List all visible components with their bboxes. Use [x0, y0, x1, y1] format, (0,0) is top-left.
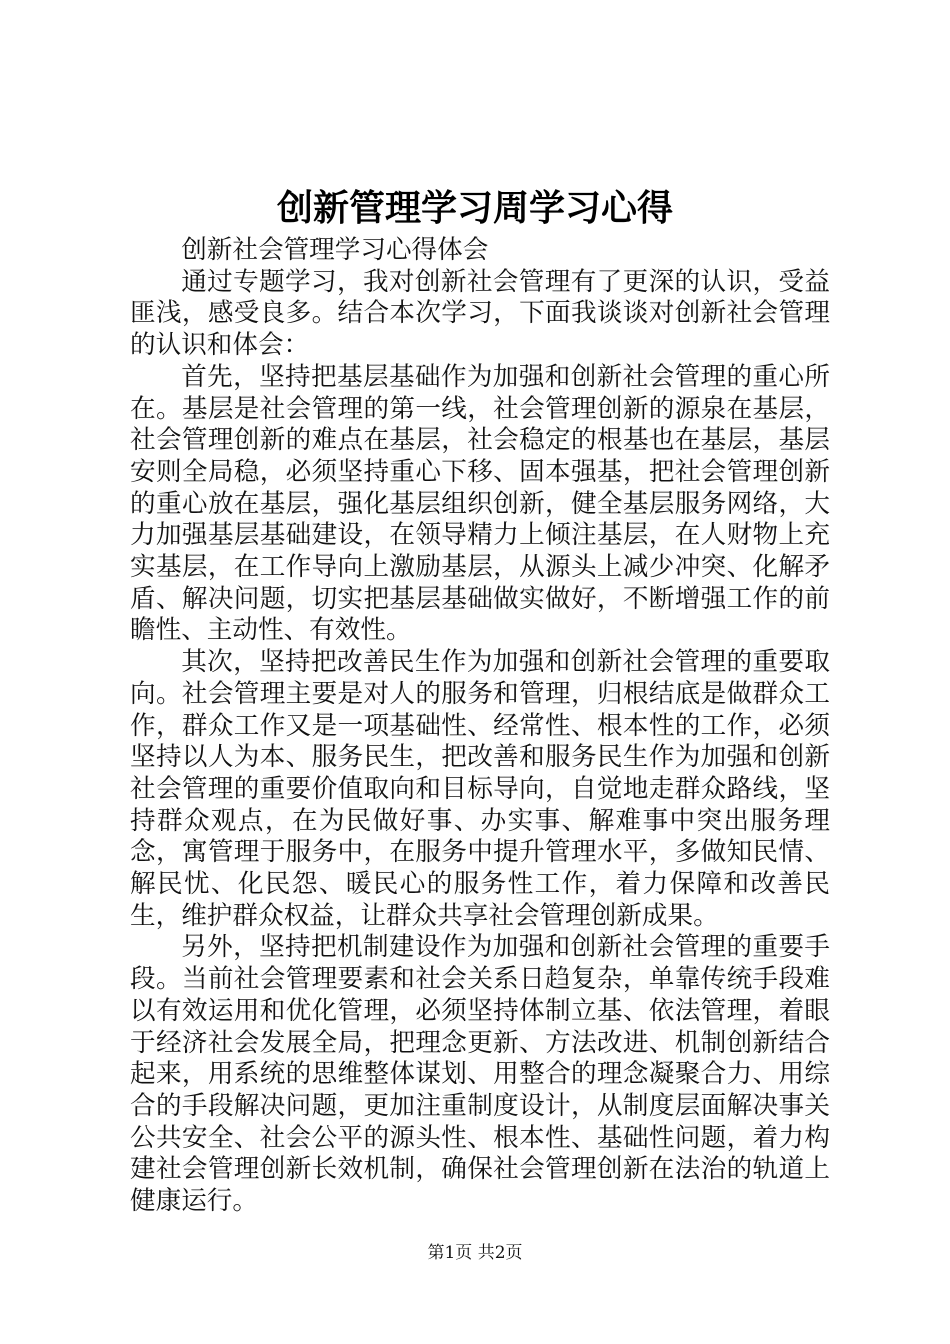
page-indicator: 第1页 共2页: [427, 1243, 523, 1263]
document-body: [130, 235, 830, 1218]
document-title: 创新管理学习周学习心得: [276, 187, 673, 229]
paragraph-second: 其次，坚持把改善民生作为加强和创新社会管理的重要取向。社会管理主要是对人的服务和管理，归根结底是做群众工作，群众工作又是一项基础性、经常性、根本性的工作，必须坚持以人为本、服务民生，把改善和服务民生作为加强和创新社会管理的重要价值取向和目标导向，自觉地走群众路线，坚持群众观点，在为民做好事、办实事、解难事中突出服务理念，寓管理于服务中，在服务中提升管理水平，多做知民情、解民忧、化民怨、暖民心的服务性工作，着力保障和改善民生，维护群众权益，让群众共享社会管理创新成果。: [130, 647, 830, 931]
document-subtitle: 创新社会管理学习心得体会: [181, 235, 489, 265]
paragraph-first: 首先，坚持把基层基础作为加强和创新社会管理的重心所在。基层是社会管理的第一线，社会管理创新的源泉在基层，社会管理创新的难点在基层，社会稳定的根基也在基层，基层安则全局稳，必须坚持重心下移、固本强基，把社会管理创新的重心放在基层，强化基层组织创新，健全基层服务网络，大力加强基层基础建设，在领导精力上倾注基层，在人财物上充实基层，在工作导向上激励基层，从源头上减少冲突、化解矛盾、解决问题，切实把基层基础做实做好，不断增强工作的前瞻性、主动性、有效性。: [130, 361, 830, 646]
paragraph-intro: 通过专题学习，我对创新社会管理有了更深的认识，受益匪浅，感受良多。结合本次学习，下面我谈谈对创新社会管理的认识和体会：: [130, 266, 830, 361]
paragraph-third: 另外，坚持把机制建设作为加强和创新社会管理的重要手段。当前社会管理要素和社会关系日趋复杂，单靠传统手段难以有效运用和优化管理，必须坚持体制立基、依法管理，着眼于经济社会发展全局，把理念更新、方法改进、机制创新结合起来，用系统的思维整体谋划、用整合的理念凝聚合力、用综合的手段解决问题，更加注重制度设计，从制度层面解决事关公共安全、社会公平的源头性、根本性、基础性问题，着力构建社会管理创新长效机制，确保社会管理创新在法治的轨道上健康运行。: [130, 932, 830, 1217]
